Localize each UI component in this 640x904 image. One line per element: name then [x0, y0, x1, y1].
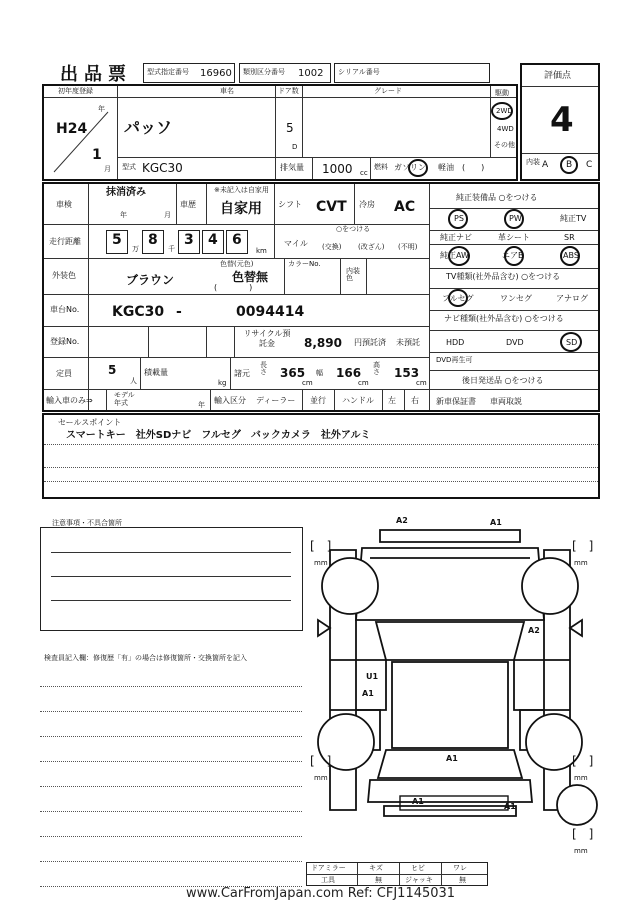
- drive-4wd: 4WD: [497, 125, 514, 133]
- damage-a2-top: A2: [396, 516, 408, 525]
- damage-a1-left: A1: [362, 689, 374, 698]
- width-label: 幅: [316, 369, 323, 377]
- inspection-year: 年: [120, 211, 127, 219]
- inspection-month: 月: [164, 211, 171, 219]
- length-unit: cm: [302, 379, 313, 387]
- legend-crack: ヒビ: [411, 864, 425, 872]
- navi-hdd: HDD: [446, 338, 465, 347]
- capacity-label: 定員: [56, 369, 72, 378]
- later-warranty: 新車保証書: [436, 397, 476, 406]
- mileage-modified: (改ざん): [358, 243, 385, 251]
- score-label: 評価点: [544, 71, 572, 81]
- legend-tool: 工具: [321, 876, 335, 884]
- legend-jack: ジャッキ: [405, 876, 433, 884]
- mileage-sen: 千: [168, 245, 175, 253]
- year-char: 年: [98, 105, 105, 113]
- sales-text: スマートキー 社外SDナビ フルセグ バックカメラ 社外アルミ: [66, 430, 371, 441]
- tv-type-title: TV種類(社外品含む) ○をつける: [446, 272, 561, 281]
- history-value: 自家用: [220, 201, 262, 217]
- mile-label: マイル: [284, 239, 308, 248]
- cc-unit: cc: [360, 169, 368, 177]
- mileage-d3: 3: [184, 232, 194, 248]
- equip-airbag-circle: [504, 246, 524, 266]
- km-unit: km: [256, 247, 267, 255]
- model-year-label: モデル年式: [114, 391, 135, 407]
- shift-value: CVT: [316, 199, 347, 215]
- height-unit: cm: [416, 379, 427, 387]
- height-value: 153: [394, 366, 420, 380]
- mileage-d1: 5: [112, 232, 122, 248]
- displacement-value: 1000: [322, 162, 353, 176]
- class-no-box: [239, 63, 331, 83]
- vehicle-details-table: [42, 182, 600, 412]
- fuel-paren: ( ): [462, 163, 485, 172]
- serial-label: シリアル番号: [338, 68, 380, 76]
- capacity-value: 5: [108, 363, 117, 377]
- doors-label: ドア数: [278, 87, 299, 95]
- width-value: 166: [336, 366, 362, 380]
- damage-a1-rear: A1: [446, 754, 458, 763]
- first-reg-era: H24: [56, 121, 88, 137]
- handle-left: 左: [388, 396, 396, 405]
- repaint-value: 色替無: [232, 270, 269, 284]
- repaint-paren: ( ): [214, 283, 253, 292]
- sales-point-box: [42, 413, 600, 499]
- history-label: 車歴: [180, 200, 196, 209]
- sales-label: セールスポイント: [58, 418, 122, 427]
- tread-spare-unit: mm: [574, 847, 588, 855]
- chassis-dash: -: [176, 304, 182, 320]
- legend-scratch: キズ: [369, 864, 383, 872]
- mileage-label: 走行距離: [49, 237, 81, 246]
- tread-fl-unit: mm: [314, 559, 328, 567]
- damage-u1: U1: [366, 672, 379, 681]
- grade-label: グレード: [374, 87, 402, 95]
- equip-abs-circle: [560, 246, 580, 266]
- drive-label: 駆動: [495, 89, 509, 97]
- displacement-label: 排気量: [280, 163, 304, 172]
- legend-dent: ワレ: [453, 864, 467, 872]
- tv-fullseg-circle: [448, 289, 468, 307]
- tv-fullseg: フルセグ: [442, 294, 474, 303]
- model-year-unit: 年: [198, 401, 205, 409]
- color-value: ブラウン: [126, 273, 175, 287]
- interior-a: A: [542, 160, 549, 170]
- dims-label: 諸元: [234, 369, 250, 378]
- chassis-label: 車台No.: [50, 305, 80, 314]
- equip-sr: SR: [564, 233, 575, 242]
- reg-label: 登録No.: [50, 337, 80, 346]
- interior-b: B: [566, 160, 573, 170]
- chassis-no: 0094414: [236, 304, 305, 320]
- tread-fr-bracket: [ ]: [572, 539, 594, 553]
- import-type-label: 輸入区分: [214, 396, 246, 405]
- model-cert-box: [143, 63, 235, 83]
- length-label: 長さ: [260, 361, 267, 376]
- fuel-gas-circle: [408, 159, 428, 177]
- tread-rl-unit: mm: [314, 774, 328, 782]
- tread-spare-bracket: [ ]: [572, 827, 594, 841]
- damage-a1-top: A1: [490, 518, 502, 527]
- equip-ps: PS: [454, 214, 464, 223]
- car-damage-diagram: [300, 510, 610, 860]
- interior-b-circle: [560, 156, 578, 174]
- tread-rl-bracket: [ ]: [310, 754, 332, 768]
- doors-value: 5: [286, 121, 294, 135]
- equip-pw: PW: [509, 214, 522, 223]
- navi-sd-circle: [560, 332, 582, 352]
- recycle-unpaid: 未預託: [396, 338, 420, 347]
- tread-rr-bracket: [ ]: [572, 754, 594, 768]
- tread-fl-bracket: [ ]: [310, 539, 332, 553]
- equip-aw-circle: [448, 246, 470, 266]
- model-cert-label: 型式指定番号: [147, 68, 189, 76]
- equip-tv: 純正TV: [560, 214, 587, 223]
- inspection-label: 車検: [56, 200, 72, 209]
- recycle-amount: 8,890: [304, 336, 342, 350]
- damage-legend: [306, 862, 488, 886]
- first-reg-label: 初年度登録: [58, 87, 93, 95]
- car-name-label: 車名: [220, 87, 234, 95]
- legend-mirror: ドアミラー: [311, 864, 346, 872]
- inspector-label: 検査員記入欄：修復歴「有」の場合は修復箇所・交換箇所を記入: [44, 654, 247, 662]
- month-char: 月: [104, 165, 111, 173]
- dvd-play: DVD再生可: [436, 356, 473, 364]
- equipment-title: 純正装備品 ○をつける: [456, 193, 538, 202]
- door-type: D: [292, 143, 298, 151]
- color-label: 外装色: [52, 271, 76, 280]
- kg-unit: kg: [218, 379, 227, 387]
- model-value: KGC30: [142, 161, 183, 175]
- fuel-gas: ガソリン: [394, 163, 426, 172]
- mileage-d2: 8: [148, 232, 158, 248]
- class-no: 1002: [298, 68, 324, 79]
- navi-type-title: ナビ種類(社外品含む) ○をつける: [444, 314, 564, 323]
- drive-2wd: 2WD: [496, 107, 513, 115]
- import-label: 輸入車のみ⇒: [46, 396, 93, 405]
- int-color-label: 内装色: [346, 267, 360, 282]
- equip-pw-circle: [504, 209, 524, 229]
- recycle-label: リサイクル預託金: [243, 329, 291, 348]
- equip-navi: 純正ナビ: [440, 233, 472, 242]
- legend-jack-val: 無: [459, 876, 466, 884]
- color-no-label: カラーNo.: [288, 260, 321, 268]
- car-name: パッソ: [124, 118, 173, 137]
- tread-rr-unit: mm: [574, 774, 588, 782]
- mileage-circle-note: ○をつける: [336, 225, 371, 233]
- import-parallel: 並行: [310, 396, 326, 405]
- inspection-value: 抹消済み: [106, 187, 146, 198]
- import-dealer: ディーラー: [256, 396, 296, 405]
- equip-airbag: エアB: [502, 251, 524, 260]
- mileage-swap: (交換): [322, 243, 342, 251]
- drive-other: その他: [494, 141, 515, 149]
- drive-2wd-circle: [491, 102, 513, 120]
- navi-dvd: DVD: [506, 338, 524, 347]
- mileage-man: 万: [132, 245, 139, 253]
- equip-abs: ABS: [563, 251, 579, 260]
- notes-box: [40, 527, 303, 631]
- equip-aw: 純正AW: [440, 251, 469, 260]
- repaint-label: 色替(元色): [220, 260, 254, 268]
- model-cert-no: 16960: [200, 68, 232, 79]
- recycle-paid: 円預託済: [354, 338, 386, 347]
- later-manual: 車両取説: [490, 397, 522, 406]
- serial-box: [334, 63, 490, 83]
- score-box: [520, 63, 600, 181]
- fuel-label: 燃料: [374, 163, 388, 171]
- damage-a1-bottom-right: A1: [504, 802, 516, 811]
- navi-sd: SD: [566, 338, 578, 347]
- ac-value: AC: [394, 199, 416, 215]
- score-value: 4: [550, 100, 574, 140]
- equip-leather: 革シート: [498, 233, 530, 242]
- persons-unit: 人: [130, 377, 137, 385]
- tread-fr-unit: mm: [574, 559, 588, 567]
- basic-info-table: [42, 84, 518, 181]
- height-label: 高さ: [373, 361, 380, 376]
- form-title: 出品票: [60, 64, 132, 85]
- ac-label: 冷房: [359, 200, 375, 209]
- load-label: 積載量: [144, 368, 168, 377]
- equip-ps-circle: [448, 209, 468, 229]
- tv-analog: アナログ: [556, 294, 588, 303]
- class-label: 類別区分番号: [243, 68, 285, 76]
- handle-label: ハンドル: [342, 396, 374, 405]
- mileage-unknown: (不明): [398, 243, 418, 251]
- model-label: 型式: [122, 163, 136, 171]
- history-note: ※未記入は自家用: [214, 186, 269, 194]
- interior-c: C: [586, 160, 593, 170]
- damage-a1-bottom-left: A1: [412, 797, 424, 806]
- handle-right: 右: [411, 396, 419, 405]
- fuel-diesel: 軽油: [438, 163, 454, 172]
- shift-label: シフト: [278, 200, 302, 209]
- mileage-d5: 6: [232, 232, 242, 248]
- damage-a2-right: A2: [528, 626, 540, 635]
- length-value: 365: [280, 366, 306, 380]
- footer-reference: www.CarFromJapan.com Ref: CFJ1145031: [186, 886, 456, 901]
- width-unit: cm: [358, 379, 369, 387]
- tv-oneseg: ワンセグ: [500, 294, 532, 303]
- legend-tool-val: 無: [375, 876, 382, 884]
- chassis-prefix: KGC30: [112, 304, 165, 320]
- first-reg-month: 1: [92, 147, 102, 163]
- mileage-d4: 4: [208, 232, 218, 248]
- notes-label: 注意事項・不具合箇所: [52, 519, 122, 527]
- interior-label: 内装: [526, 158, 540, 166]
- later-title: 後日発送品 ○をつける: [462, 376, 544, 385]
